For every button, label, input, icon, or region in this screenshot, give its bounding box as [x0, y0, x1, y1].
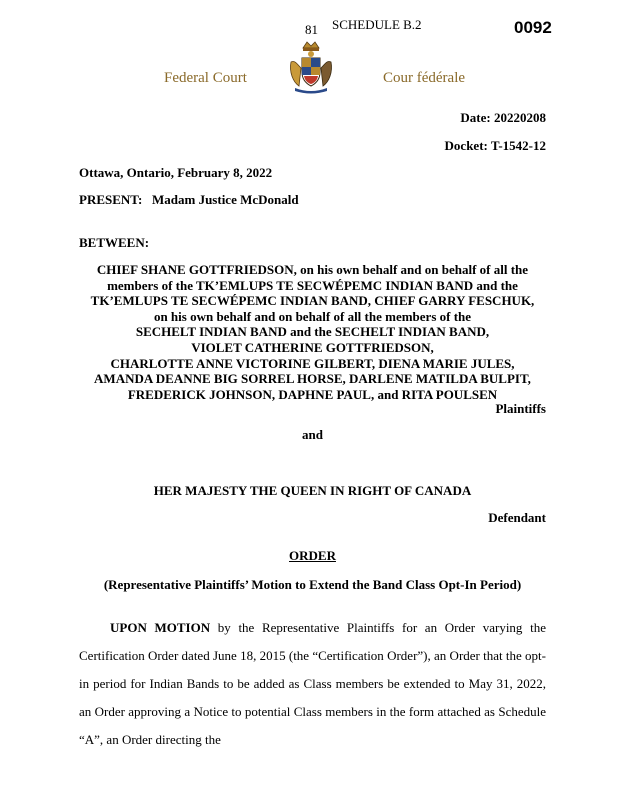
coat-of-arms-icon — [283, 38, 339, 94]
plaintiffs-label: Plaintiffs — [495, 401, 546, 416]
plaintiff-line: FREDERICK JOHNSON, DAPHNE PAUL, and RITA POULSEN — [127, 386, 498, 402]
plaintiff-line: CHARLOTTE ANNE VICTORINE GILBERT, DIENA MARIE JULES, — [110, 355, 515, 371]
court-name-english: Federal Court — [164, 70, 247, 86]
place-and-date: Ottawa, Ontario, February 8, 2022 — [79, 165, 273, 180]
and-separator: and — [302, 427, 323, 442]
page-number: 81 — [305, 22, 318, 37]
plaintiff-line: TK’EMLUPS TE SECWÉPEMC INDIAN BAND, CHIEF GARRY FESCHUK, — [90, 293, 535, 309]
plaintiff-line: CHIEF SHANE GOTTFRIEDSON, on his own behalf and on behalf of all the — [96, 262, 529, 277]
plaintiff-line: on his own behalf and on behalf of all the members of the — [153, 308, 472, 324]
plaintiff-line: members of the TK’EMLUPS TE SECWÉPEMC INDIAN BAND and the — [107, 277, 518, 293]
order-body-text: by the Representative Plaintiffs for an Order varying the Certification Order dated June 18, 2015 (the “Certification Order”), an Order that the opt-in period for Indian Bands to be added as Class members be extended to May 31, 2022, an Order approving a Notice to potential Class members in the form attached as Schedule “A”, an Order directing the — [79, 620, 546, 747]
court-name-french: Cour fédérale — [383, 70, 466, 86]
order-date: Date: 20220208 — [460, 110, 546, 125]
docket-number: Docket: T-1542-12 — [444, 138, 546, 153]
plaintiff-line: VIOLET CATHERINE GOTTFRIEDSON, — [191, 339, 434, 355]
present-label: PRESENT: — [79, 192, 143, 207]
upon-motion-lead: UPON MOTION — [110, 620, 211, 635]
defendant-name: HER MAJESTY THE QUEEN IN RIGHT OF CANADA — [153, 483, 472, 498]
between-label: BETWEEN: — [79, 235, 150, 250]
present-justice: Madam Justice McDonald — [152, 192, 299, 207]
order-title: ORDER — [289, 548, 336, 563]
plaintiff-line: AMANDA DEANNE BIG SORREL HORSE, DARLENE MATILDA BULPIT, — [94, 371, 531, 387]
plaintiffs-block — [79, 262, 546, 402]
defendant-label: Defendant — [488, 510, 546, 525]
document-id: 0092 — [514, 18, 552, 37]
plaintiff-line: SECHELT INDIAN BAND and the SECHELT INDIAN BAND, — [135, 324, 490, 340]
schedule-label: SCHEDULE B.2 — [332, 17, 422, 32]
order-subtitle: (Representative Plaintiffs’ Motion to Extend the Band Class Opt-In Period) — [103, 577, 522, 592]
order-body-paragraph — [79, 614, 546, 754]
present-line — [79, 192, 299, 208]
